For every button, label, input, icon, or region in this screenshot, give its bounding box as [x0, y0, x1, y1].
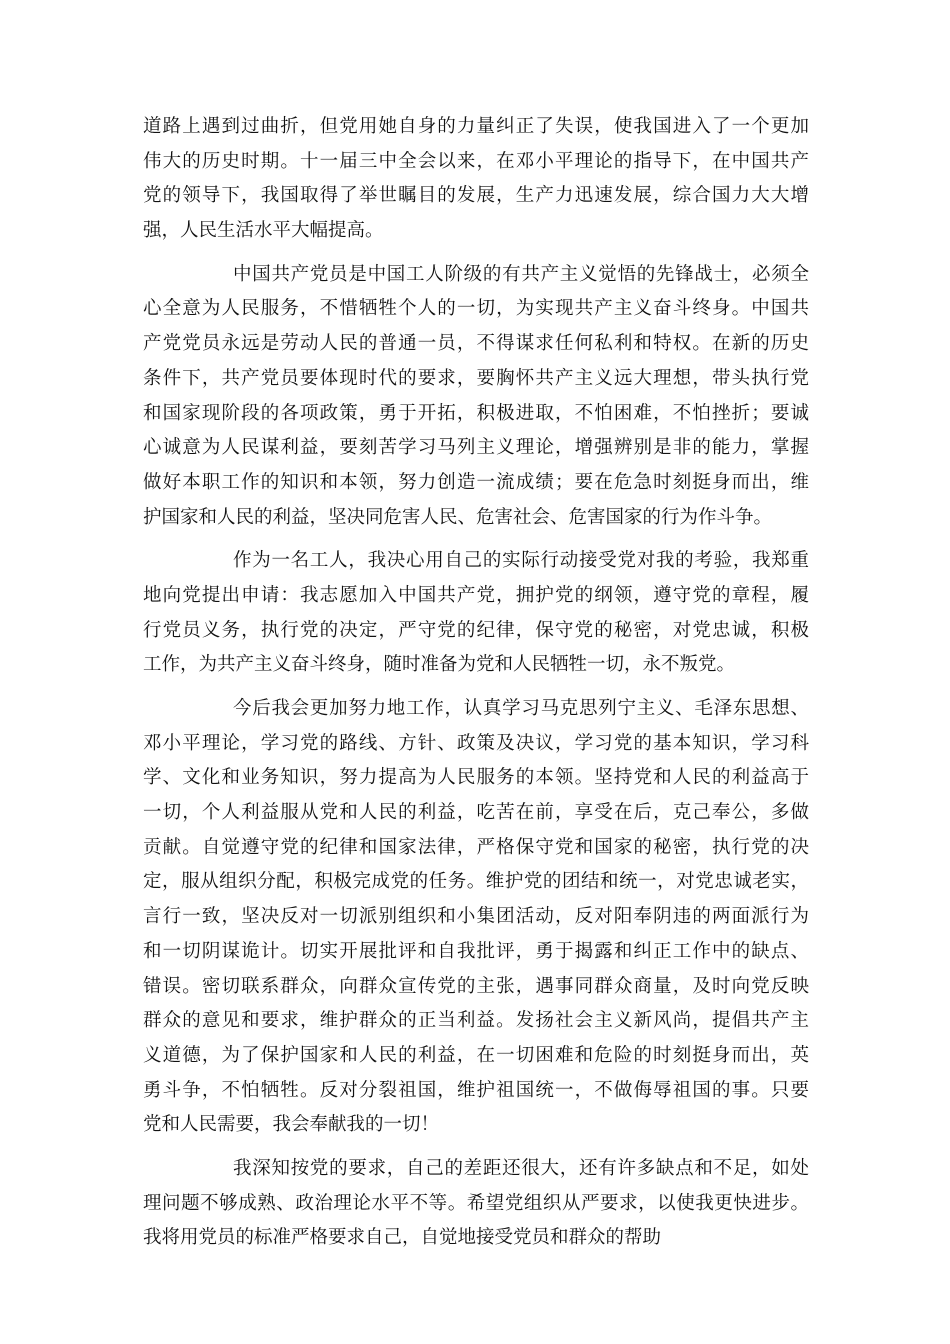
text-line: 行党员义务，执行党的决定，严守党的纪律，保守党的秘密，对党忠诚，积极 — [143, 619, 809, 641]
paragraph-3 — [143, 544, 809, 683]
text-line: 地向党提出申请：我志愿加入中国共产党，拥护党的纲领，遵守党的章程，履 — [143, 584, 809, 606]
document-body — [143, 110, 809, 1256]
paragraph-2 — [143, 258, 809, 536]
text-line: 强，人民生活水平大幅提高。 — [143, 220, 384, 242]
text-line: 条件下，共产党员要体现时代的要求，要胸怀共产主义远大理想，带头执行党 — [143, 367, 809, 389]
paragraph-1 — [143, 110, 809, 249]
text-line: 护国家和人民的利益，坚决同危害人民、危害社会、危害国家的行为作斗争。 — [143, 506, 773, 528]
text-line: 今后我会更加努力地工作，认真学习马克思列宁主义、毛泽东思想、 — [233, 698, 809, 719]
text-line: 做好本职工作的知识和本领，努力创造一流成绩；要在危急时刻挺身而出，维 — [143, 471, 809, 493]
text-line: 我深知按党的要求，自己的差距还很大，还有许多缺点和不足，如处 — [233, 1157, 809, 1179]
text-line: 言行一致，坚决反对一切派别组织和小集团活动，反对阳奉阴违的两面派行为 — [143, 906, 809, 928]
text-line: 和一切阴谋诡计。切实开展批评和自我批评，勇于揭露和纠正工作中的缺点、 — [143, 940, 809, 962]
text-line: 伟大的历史时期。十一届三中全会以来，在邓小平理论的指导下，在中国共产 — [143, 150, 809, 172]
text-line: 中国共产党员是中国工人阶级的有共产主义觉悟的先锋战士，必须全 — [233, 263, 809, 285]
text-line: 邓小平理论，学习党的路线、方针、政策及决议，学习党的基本知识，学习科 — [143, 732, 809, 754]
paragraph-5 — [143, 1152, 809, 1256]
text-line: 心全意为人民服务，不惜牺牲个人的一切，为实现共产主义奋斗终身。中国共 — [143, 298, 809, 320]
text-line: 义道德，为了保护国家和人民的利益，在一切困难和危险的时刻挺身而出，英 — [143, 1044, 809, 1066]
text-line: 勇斗争，不怕牺牲。反对分裂祖国，维护祖国统一，不做侮辱祖国的事。只要 — [143, 1079, 809, 1101]
paragraph-4 — [143, 692, 809, 1143]
text-line: 道路上遇到过曲折，但党用她自身的力量纠正了失误，使我国进入了一个更加 — [143, 116, 809, 137]
text-line: 错误。密切联系群众，向群众宣传党的主张，遇事同群众商量，及时向党反映 — [143, 975, 809, 997]
text-line: 定，服从组织分配，积极完成党的任务。维护党的团结和统一，对党忠诚老实， — [143, 871, 809, 893]
text-line: 党和人民需要，我会奉献我的一切！ — [143, 1114, 440, 1136]
text-line: 作为一名工人，我决心用自己的实际行动接受党对我的考验，我郑重 — [233, 550, 809, 572]
text-line: 学、文化和业务知识，努力提高为人民服务的本领。坚持党和人民的利益高于 — [143, 767, 809, 789]
text-line: 产党党员永远是劳动人民的普通一员，不得谋求任何私利和特权。在新的历史 — [143, 333, 809, 355]
text-line: 贡献。自觉遵守党的纪律和国家法律，严格保守党和国家的秘密，执行党的决 — [143, 836, 809, 858]
text-line: 心诚意为人民谋利益，要刻苦学习马列主义理论，增强辨别是非的能力，掌握 — [143, 437, 809, 459]
text-line: 和国家现阶段的各项政策，勇于开拓，积极进取，不怕困难，不怕挫折；要诚 — [143, 402, 809, 424]
text-line: 理问题不够成熟、政治理论水平不等。希望党组织从严要求，以使我更快进步。 — [143, 1192, 809, 1214]
text-line: 工作，为共产主义奋斗终身，随时准备为党和人民牺牲一切，永不叛党。 — [143, 654, 736, 676]
text-line: 一切，个人利益服从党和人民的利益，吃苦在前，享受在后，克己奉公，多做 — [143, 802, 809, 824]
text-line: 群众的意见和要求，维护群众的正当利益。发扬社会主义新风尚，提倡共产主 — [143, 1010, 809, 1032]
text-line: 党的领导下，我国取得了举世瞩目的发展，生产力迅速发展，综合国力大大增 — [143, 185, 809, 207]
text-line: 我将用党员的标准严格要求自己，自觉地接受党员和群众的帮助 — [143, 1227, 662, 1249]
